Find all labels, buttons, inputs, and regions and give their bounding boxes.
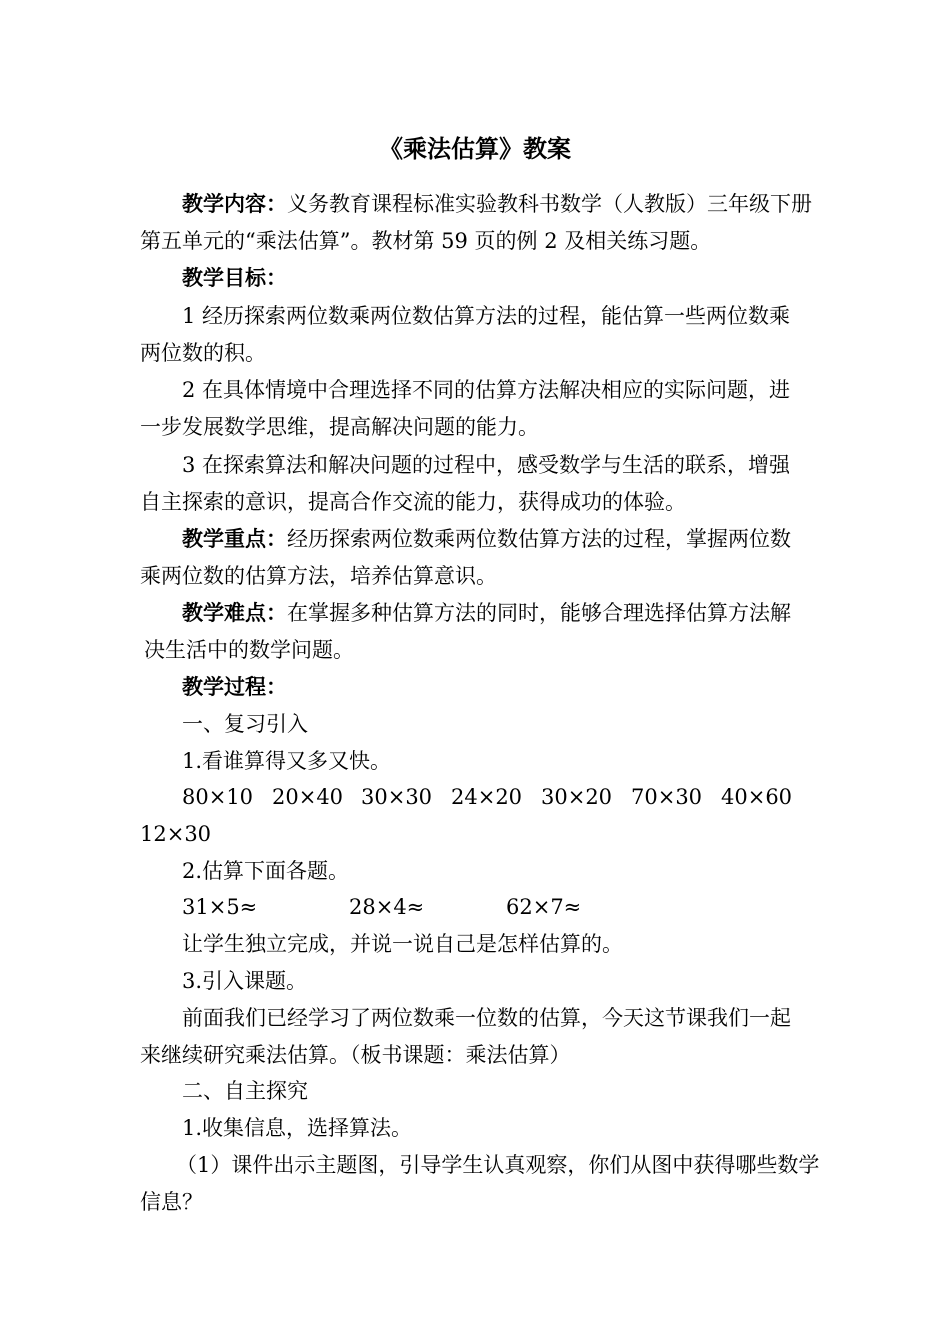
content-text-1: 义务教育课程标准实验教科书数学（人教版）三年级下册 — [287, 192, 812, 216]
explore-item-1: 1.收集信息，选择算法。 — [182, 1116, 413, 1140]
calc-item: 40×60 — [721, 785, 793, 809]
goal-2-line-b: 一步发展数学思维，提高解决问题的能力。 — [140, 415, 539, 439]
key-point-line-2: 乘两位数的估算方法，培养估算意识。 — [140, 564, 497, 588]
estimate-item: 28×4≈ — [349, 895, 425, 919]
goal-2-line-a: 2 在具体情境中合理选择不同的估算方法解决相应的实际问题，进 — [182, 378, 791, 402]
key-point-text-1: 经历探索两位数乘两位数估算方法的过程，掌握两位数 — [287, 527, 791, 551]
key-point-label: 教学重点： — [182, 527, 287, 551]
content-line-2: 第五单元的“乘法估算”。教材第 59 页的例 2 及相关练习题。 — [140, 229, 712, 253]
review-item-1: 1.看谁算得又多又快。 — [182, 749, 392, 773]
goals-label: 教学目标： — [182, 266, 287, 290]
process-label: 教学过程： — [182, 675, 287, 699]
review-item-2: 2.估算下面各题。 — [182, 859, 350, 883]
goal-1-line-b: 两位数的积。 — [140, 341, 266, 365]
key-point-line-1 — [182, 524, 791, 554]
calc-item: 80×10 — [182, 785, 254, 809]
estimate-item: 31×5≈ — [182, 895, 258, 919]
question-line-2: 信息？ — [140, 1190, 203, 1214]
estimate-row — [0, 892, 950, 922]
goal-1-line-a: 1 经历探索两位数乘两位数估算方法的过程，能估算一些两位数乘 — [182, 304, 791, 328]
goal-3-line-a: 3 在探索算法和解决问题的过程中，感受数学与生活的联系，增强 — [182, 453, 791, 477]
calc-row — [0, 782, 950, 812]
difficulty-line-1 — [182, 598, 791, 628]
content-line-1 — [182, 189, 812, 219]
review-item-3: 3.引入课题。 — [182, 969, 308, 993]
section-1-heading: 一、复习引入 — [182, 712, 308, 736]
difficulty-line-2: 决生活中的数学问题。 — [144, 638, 354, 662]
content-label: 教学内容： — [182, 192, 287, 216]
calc-item: 24×20 — [451, 785, 523, 809]
calc-item: 30×20 — [541, 785, 613, 809]
goal-3-line-b: 自主探索的意识，提高合作交流的能力，获得成功的体验。 — [140, 490, 686, 514]
calc-item: 20×40 — [272, 785, 344, 809]
calc-item-last: 12×30 — [140, 822, 212, 846]
document-title: 《乘法估算》教案 — [379, 135, 571, 163]
estimate-item: 62×7≈ — [506, 895, 582, 919]
difficulty-text-1: 在掌握多种估算方法的同时，能够合理选择估算方法解 — [287, 601, 791, 625]
calc-item: 70×30 — [631, 785, 703, 809]
intro-line-2: 来继续研究乘法估算。（板书课题：乘法估算） — [140, 1043, 571, 1067]
section-2-heading: 二、自主探究 — [182, 1079, 308, 1103]
instruction-note: 让学生独立完成，并说一说自己是怎样估算的。 — [182, 932, 623, 956]
question-line-1: （1）课件出示主题图，引导学生认真观察，你们从图中获得哪些数学 — [176, 1153, 820, 1177]
calc-item: 30×30 — [361, 785, 433, 809]
difficulty-label: 教学难点： — [182, 601, 287, 625]
intro-line-1: 前面我们已经学习了两位数乘一位数的估算，今天这节课我们一起 — [182, 1006, 791, 1030]
